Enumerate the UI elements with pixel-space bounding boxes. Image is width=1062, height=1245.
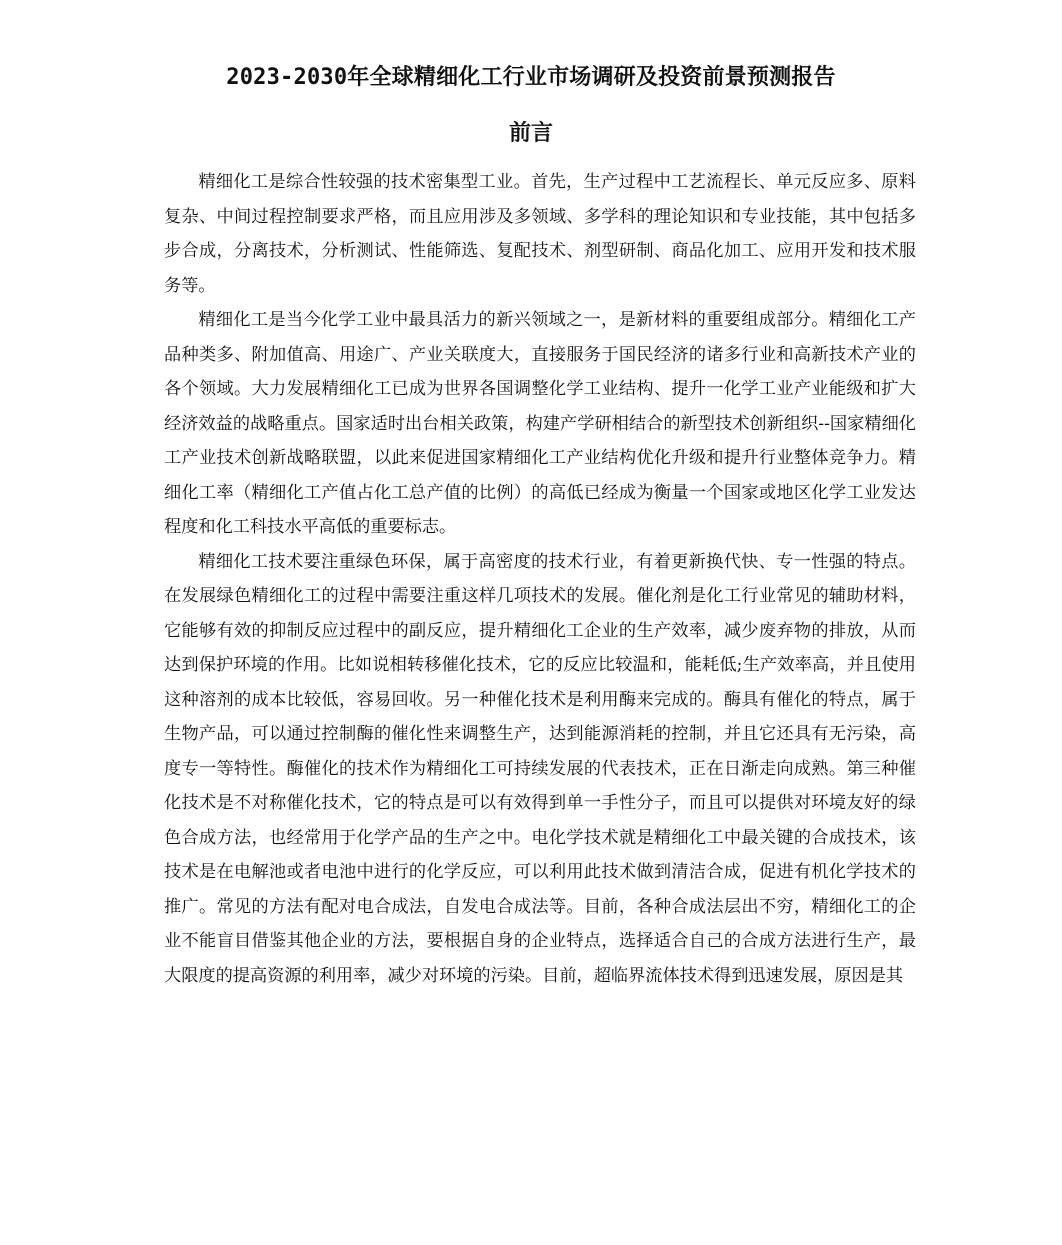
paragraph-2: 精细化工是当今化学工业中最具活力的新兴领域之一，是新材料的重要组成部分。精细化工产品种类多、附加值高、用途广、产业关联度大，直接服务于国民经济的诸多行业和高新技术产业的各个领域。大力发展精细化工已成为世界各国调整化学工业结构、提升一化学工业产业能级和扩大经济效益的战略重点。国家适时出台相关政策，构建产学研相结合的新型技术创新组织--国家精细化工产业技术创新战略联盟，以此来促进国家精细化工产业结构优化升级和提升行业整体竞争力。精细化工率（精细化工产值占化工总产值的比例）的高低已经成为衡量一个国家或地区化学工业发达程度和化工科技水平高低的重要标志。 xyxy=(164,310,916,537)
paragraph-3: 精细化工技术要注重绿色环保，属于高密度的技术行业，有着更新换代快、专一性强的特点。在发展绿色精细化工的过程中需要注重这样几项技术的发展。催化剂是化工行业常见的辅助材料，它能够有效的抑制反应过程中的副反应，提升精细化工企业的生产效率，减少废弃物的排放，从而达到保护环境的作用。比如说相转移催化技术，它的反应比较温和，能耗低;生产效率高，并且使用这种溶剂的成本比较低，容易回收。另一种催化技术是利用酶来完成的。酶具有催化的特点，属于生物产品，可以通过控制酶的催化性来调整生产，达到能源消耗的控制，并且它还具有无污染，高度专一等特性。酶催化的技术作为精细化工可持续发展的代表技术，正在日渐走向成熟。第三种催化技术是不对称催化技术，它的特点是可以有效得到单一手性分子，而且可以提供对环境友好的绿色合成方法，也经常用于化学产品的生产之中。电化学技术就是精细化工中最关键的合成技术，该技术是在电解池或者电池中进行的化学反应，可以利用此技术做到清洁合成，促进有机化学技术的推广。常见的方法有配对电合成法，自发电合成法等。目前，各种合成法层出不穷，精细化工的企业不能盲目借鉴其他企业的方法，要根据自身的企业特点，选择适合自己的合成方法进行生产，最大限度的提高资源的利用率，减少对环境的污染。目前，超临界流体技术得到迅速发展，原因是其 xyxy=(164,551,916,986)
paragraph-1: 精细化工是综合性较强的技术密集型工业。首先，生产过程中工艺流程长、单元反应多、原料复杂、中间过程控制要求严格，而且应用涉及多领域、多学科的理论知识和专业技能，其中包括多步合成，分离技术，分析测试、性能筛选、复配技术、剂型研制、商品化加工、应用开发和技术服务等。 xyxy=(164,172,916,296)
section-heading-preface: 前言 xyxy=(508,121,553,146)
document-body xyxy=(164,165,916,993)
document-title: 2023-2030年全球精细化工行业市场调研及投资前景预测报告 xyxy=(226,65,836,90)
